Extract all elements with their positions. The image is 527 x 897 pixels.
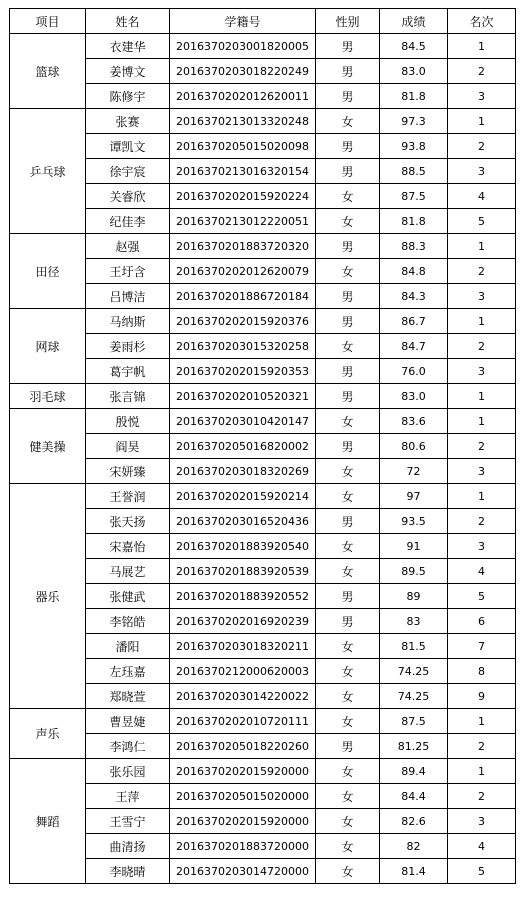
gender-cell: 男 (316, 359, 380, 384)
table-row (10, 559, 516, 584)
gender-cell: 男 (316, 734, 380, 759)
rank-cell: 2 (448, 259, 516, 284)
student-name-cell: 马纳斯 (86, 309, 170, 334)
score-cell: 82 (380, 834, 448, 859)
rank-cell: 1 (448, 234, 516, 259)
gender-cell: 女 (316, 809, 380, 834)
score-cell: 93.5 (380, 509, 448, 534)
student-id-cell: 2016370203018320269 (170, 459, 316, 484)
student-id-cell: 2016370202015920224 (170, 184, 316, 209)
student-id-cell: 2016370203016520436 (170, 509, 316, 534)
table-row (10, 184, 516, 209)
table-row (10, 234, 516, 259)
score-cell: 89.5 (380, 559, 448, 584)
header-score: 成绩 (380, 9, 448, 34)
gender-cell: 男 (316, 284, 380, 309)
gender-cell: 男 (316, 159, 380, 184)
score-cell: 81.8 (380, 84, 448, 109)
student-id-cell: 2016370203018220249 (170, 59, 316, 84)
student-id-cell: 2016370201883720320 (170, 234, 316, 259)
rank-cell: 6 (448, 609, 516, 634)
header-student-id: 学籍号 (170, 9, 316, 34)
gender-cell: 女 (316, 409, 380, 434)
table-row (10, 459, 516, 484)
student-id-cell: 2016370202012620011 (170, 84, 316, 109)
gender-cell: 女 (316, 334, 380, 359)
student-name-cell: 王誉润 (86, 484, 170, 509)
header-gender: 性别 (316, 9, 380, 34)
rank-cell: 1 (448, 409, 516, 434)
table-row (10, 259, 516, 284)
score-cell: 91 (380, 534, 448, 559)
header-row (10, 9, 516, 34)
student-name-cell: 李铭皓 (86, 609, 170, 634)
table-row (10, 859, 516, 884)
header-category: 项目 (10, 9, 86, 34)
student-id-cell: 2016370203010420147 (170, 409, 316, 434)
student-id-cell: 2016370201883920540 (170, 534, 316, 559)
gender-cell: 女 (316, 684, 380, 709)
header-name: 姓名 (86, 9, 170, 34)
rank-cell: 3 (448, 84, 516, 109)
student-name-cell: 吕博洁 (86, 284, 170, 309)
score-cell: 84.5 (380, 34, 448, 59)
student-name-cell: 陈修宇 (86, 84, 170, 109)
gender-cell: 女 (316, 784, 380, 809)
table-row (10, 34, 516, 59)
score-cell: 88.5 (380, 159, 448, 184)
student-name-cell: 宋嘉怡 (86, 534, 170, 559)
rank-cell: 9 (448, 684, 516, 709)
score-cell: 97.3 (380, 109, 448, 134)
score-cell: 81.25 (380, 734, 448, 759)
table-row (10, 59, 516, 84)
table-row (10, 709, 516, 734)
table-row (10, 409, 516, 434)
student-id-cell: 2016370213013320248 (170, 109, 316, 134)
score-cell: 74.25 (380, 659, 448, 684)
category-cell: 网球 (10, 309, 86, 384)
rank-cell: 4 (448, 184, 516, 209)
student-id-cell: 2016370202015920214 (170, 484, 316, 509)
table-row (10, 284, 516, 309)
student-id-cell: 2016370205016820002 (170, 434, 316, 459)
gender-cell: 女 (316, 459, 380, 484)
rank-cell: 5 (448, 584, 516, 609)
student-name-cell: 曲清扬 (86, 834, 170, 859)
score-cell: 72 (380, 459, 448, 484)
student-name-cell: 潘阳 (86, 634, 170, 659)
student-id-cell: 2016370202016920239 (170, 609, 316, 634)
gender-cell: 女 (316, 209, 380, 234)
rank-cell: 1 (448, 759, 516, 784)
score-cell: 93.8 (380, 134, 448, 159)
student-name-cell: 张言锦 (86, 384, 170, 409)
rank-cell: 1 (448, 384, 516, 409)
student-name-cell: 王雪宁 (86, 809, 170, 834)
student-id-cell: 2016370202010520321 (170, 384, 316, 409)
student-name-cell: 王萍 (86, 784, 170, 809)
rank-cell: 3 (448, 284, 516, 309)
rank-cell: 8 (448, 659, 516, 684)
student-name-cell: 纪佳李 (86, 209, 170, 234)
table-row (10, 334, 516, 359)
student-name-cell: 殷悦 (86, 409, 170, 434)
score-cell: 87.5 (380, 184, 448, 209)
student-name-cell: 葛宇帆 (86, 359, 170, 384)
gender-cell: 女 (316, 759, 380, 784)
student-id-cell: 2016370202015920000 (170, 759, 316, 784)
table-row (10, 609, 516, 634)
header-rank: 名次 (448, 9, 516, 34)
category-cell: 声乐 (10, 709, 86, 759)
score-cell: 84.8 (380, 259, 448, 284)
student-name-cell: 左珏嘉 (86, 659, 170, 684)
score-cell: 84.4 (380, 784, 448, 809)
rank-cell: 4 (448, 559, 516, 584)
rank-cell: 2 (448, 784, 516, 809)
category-cell: 羽毛球 (10, 384, 86, 409)
gender-cell: 女 (316, 859, 380, 884)
rank-cell: 2 (448, 134, 516, 159)
table-row (10, 434, 516, 459)
category-cell: 健美操 (10, 409, 86, 484)
rank-cell: 3 (448, 809, 516, 834)
student-id-cell: 2016370202012620079 (170, 259, 316, 284)
student-name-cell: 郑晓萱 (86, 684, 170, 709)
student-name-cell: 徐宇宸 (86, 159, 170, 184)
rank-cell: 3 (448, 159, 516, 184)
student-name-cell: 张健武 (86, 584, 170, 609)
student-id-cell: 2016370203018320211 (170, 634, 316, 659)
score-cell: 84.3 (380, 284, 448, 309)
category-cell: 田径 (10, 234, 86, 309)
score-cell: 83.0 (380, 384, 448, 409)
student-id-cell: 2016370203014720000 (170, 859, 316, 884)
student-name-cell: 阎昊 (86, 434, 170, 459)
gender-cell: 男 (316, 509, 380, 534)
rank-cell: 2 (448, 509, 516, 534)
rank-cell: 1 (448, 34, 516, 59)
table-row (10, 634, 516, 659)
gender-cell: 男 (316, 384, 380, 409)
student-id-cell: 2016370203014220022 (170, 684, 316, 709)
rank-cell: 2 (448, 734, 516, 759)
rank-cell: 2 (448, 434, 516, 459)
rank-cell: 2 (448, 59, 516, 84)
student-id-cell: 2016370203015320258 (170, 334, 316, 359)
student-name-cell: 关睿欣 (86, 184, 170, 209)
table-row (10, 134, 516, 159)
score-cell: 97 (380, 484, 448, 509)
gender-cell: 女 (316, 659, 380, 684)
student-name-cell: 衣建华 (86, 34, 170, 59)
gender-cell: 男 (316, 309, 380, 334)
student-name-cell: 王圩含 (86, 259, 170, 284)
rank-cell: 4 (448, 834, 516, 859)
rank-cell: 7 (448, 634, 516, 659)
gender-cell: 男 (316, 84, 380, 109)
rank-cell: 1 (448, 109, 516, 134)
gender-cell: 男 (316, 609, 380, 634)
score-cell: 84.7 (380, 334, 448, 359)
rank-cell: 1 (448, 709, 516, 734)
table-row (10, 809, 516, 834)
rank-cell: 1 (448, 484, 516, 509)
gender-cell: 男 (316, 434, 380, 459)
rank-cell: 3 (448, 459, 516, 484)
category-cell: 器乐 (10, 484, 86, 709)
results-table-container (9, 8, 516, 884)
student-name-cell: 姜博文 (86, 59, 170, 84)
table-row (10, 834, 516, 859)
gender-cell: 女 (316, 559, 380, 584)
table-row (10, 509, 516, 534)
student-id-cell: 2016370201883720000 (170, 834, 316, 859)
rank-cell: 1 (448, 309, 516, 334)
score-cell: 76.0 (380, 359, 448, 384)
gender-cell: 男 (316, 234, 380, 259)
student-name-cell: 马展艺 (86, 559, 170, 584)
student-id-cell: 2016370213016320154 (170, 159, 316, 184)
student-name-cell: 曹昱婕 (86, 709, 170, 734)
table-row (10, 484, 516, 509)
gender-cell: 女 (316, 259, 380, 284)
student-id-cell: 2016370201886720184 (170, 284, 316, 309)
table-row (10, 359, 516, 384)
score-cell: 89 (380, 584, 448, 609)
score-cell: 82.6 (380, 809, 448, 834)
gender-cell: 女 (316, 834, 380, 859)
score-cell: 88.3 (380, 234, 448, 259)
results-table (9, 8, 516, 884)
score-cell: 81.8 (380, 209, 448, 234)
rank-cell: 3 (448, 359, 516, 384)
score-cell: 87.5 (380, 709, 448, 734)
rank-cell: 5 (448, 859, 516, 884)
student-id-cell: 2016370201883920539 (170, 559, 316, 584)
student-name-cell: 姜雨杉 (86, 334, 170, 359)
student-id-cell: 2016370205015020098 (170, 134, 316, 159)
score-cell: 86.7 (380, 309, 448, 334)
student-id-cell: 2016370201883920552 (170, 584, 316, 609)
table-row (10, 159, 516, 184)
category-cell: 篮球 (10, 34, 86, 109)
table-row (10, 734, 516, 759)
table-row (10, 84, 516, 109)
category-cell: 舞蹈 (10, 759, 86, 884)
table-row (10, 209, 516, 234)
student-name-cell: 张天扬 (86, 509, 170, 534)
gender-cell: 男 (316, 134, 380, 159)
gender-cell: 男 (316, 584, 380, 609)
table-row (10, 784, 516, 809)
student-id-cell: 2016370212000620003 (170, 659, 316, 684)
score-cell: 83.6 (380, 409, 448, 434)
gender-cell: 女 (316, 534, 380, 559)
student-name-cell: 李晓晴 (86, 859, 170, 884)
score-cell: 80.6 (380, 434, 448, 459)
rank-cell: 2 (448, 334, 516, 359)
student-id-cell: 2016370203001820005 (170, 34, 316, 59)
score-cell: 83 (380, 609, 448, 634)
student-id-cell: 2016370213012220051 (170, 209, 316, 234)
table-row (10, 684, 516, 709)
table-row (10, 659, 516, 684)
score-cell: 89.4 (380, 759, 448, 784)
student-id-cell: 2016370202015920000 (170, 809, 316, 834)
student-name-cell: 宋妍臻 (86, 459, 170, 484)
gender-cell: 男 (316, 34, 380, 59)
student-name-cell: 张乐园 (86, 759, 170, 784)
rank-cell: 5 (448, 209, 516, 234)
student-name-cell: 李鸿仁 (86, 734, 170, 759)
table-row (10, 534, 516, 559)
student-id-cell: 2016370205015020000 (170, 784, 316, 809)
student-id-cell: 2016370202015920376 (170, 309, 316, 334)
student-name-cell: 张赛 (86, 109, 170, 134)
score-cell: 81.4 (380, 859, 448, 884)
student-name-cell: 赵强 (86, 234, 170, 259)
gender-cell: 女 (316, 709, 380, 734)
table-row (10, 309, 516, 334)
table-row (10, 384, 516, 409)
rank-cell: 3 (448, 534, 516, 559)
gender-cell: 女 (316, 184, 380, 209)
score-cell: 83.0 (380, 59, 448, 84)
category-cell: 乒乓球 (10, 109, 86, 234)
gender-cell: 女 (316, 484, 380, 509)
student-id-cell: 2016370205018220260 (170, 734, 316, 759)
gender-cell: 男 (316, 59, 380, 84)
score-cell: 81.5 (380, 634, 448, 659)
student-name-cell: 谭凯文 (86, 134, 170, 159)
table-row (10, 584, 516, 609)
table-row (10, 109, 516, 134)
table-row (10, 759, 516, 784)
student-id-cell: 2016370202010720111 (170, 709, 316, 734)
student-id-cell: 2016370202015920353 (170, 359, 316, 384)
gender-cell: 女 (316, 634, 380, 659)
gender-cell: 女 (316, 109, 380, 134)
score-cell: 74.25 (380, 684, 448, 709)
table-body (10, 34, 516, 884)
